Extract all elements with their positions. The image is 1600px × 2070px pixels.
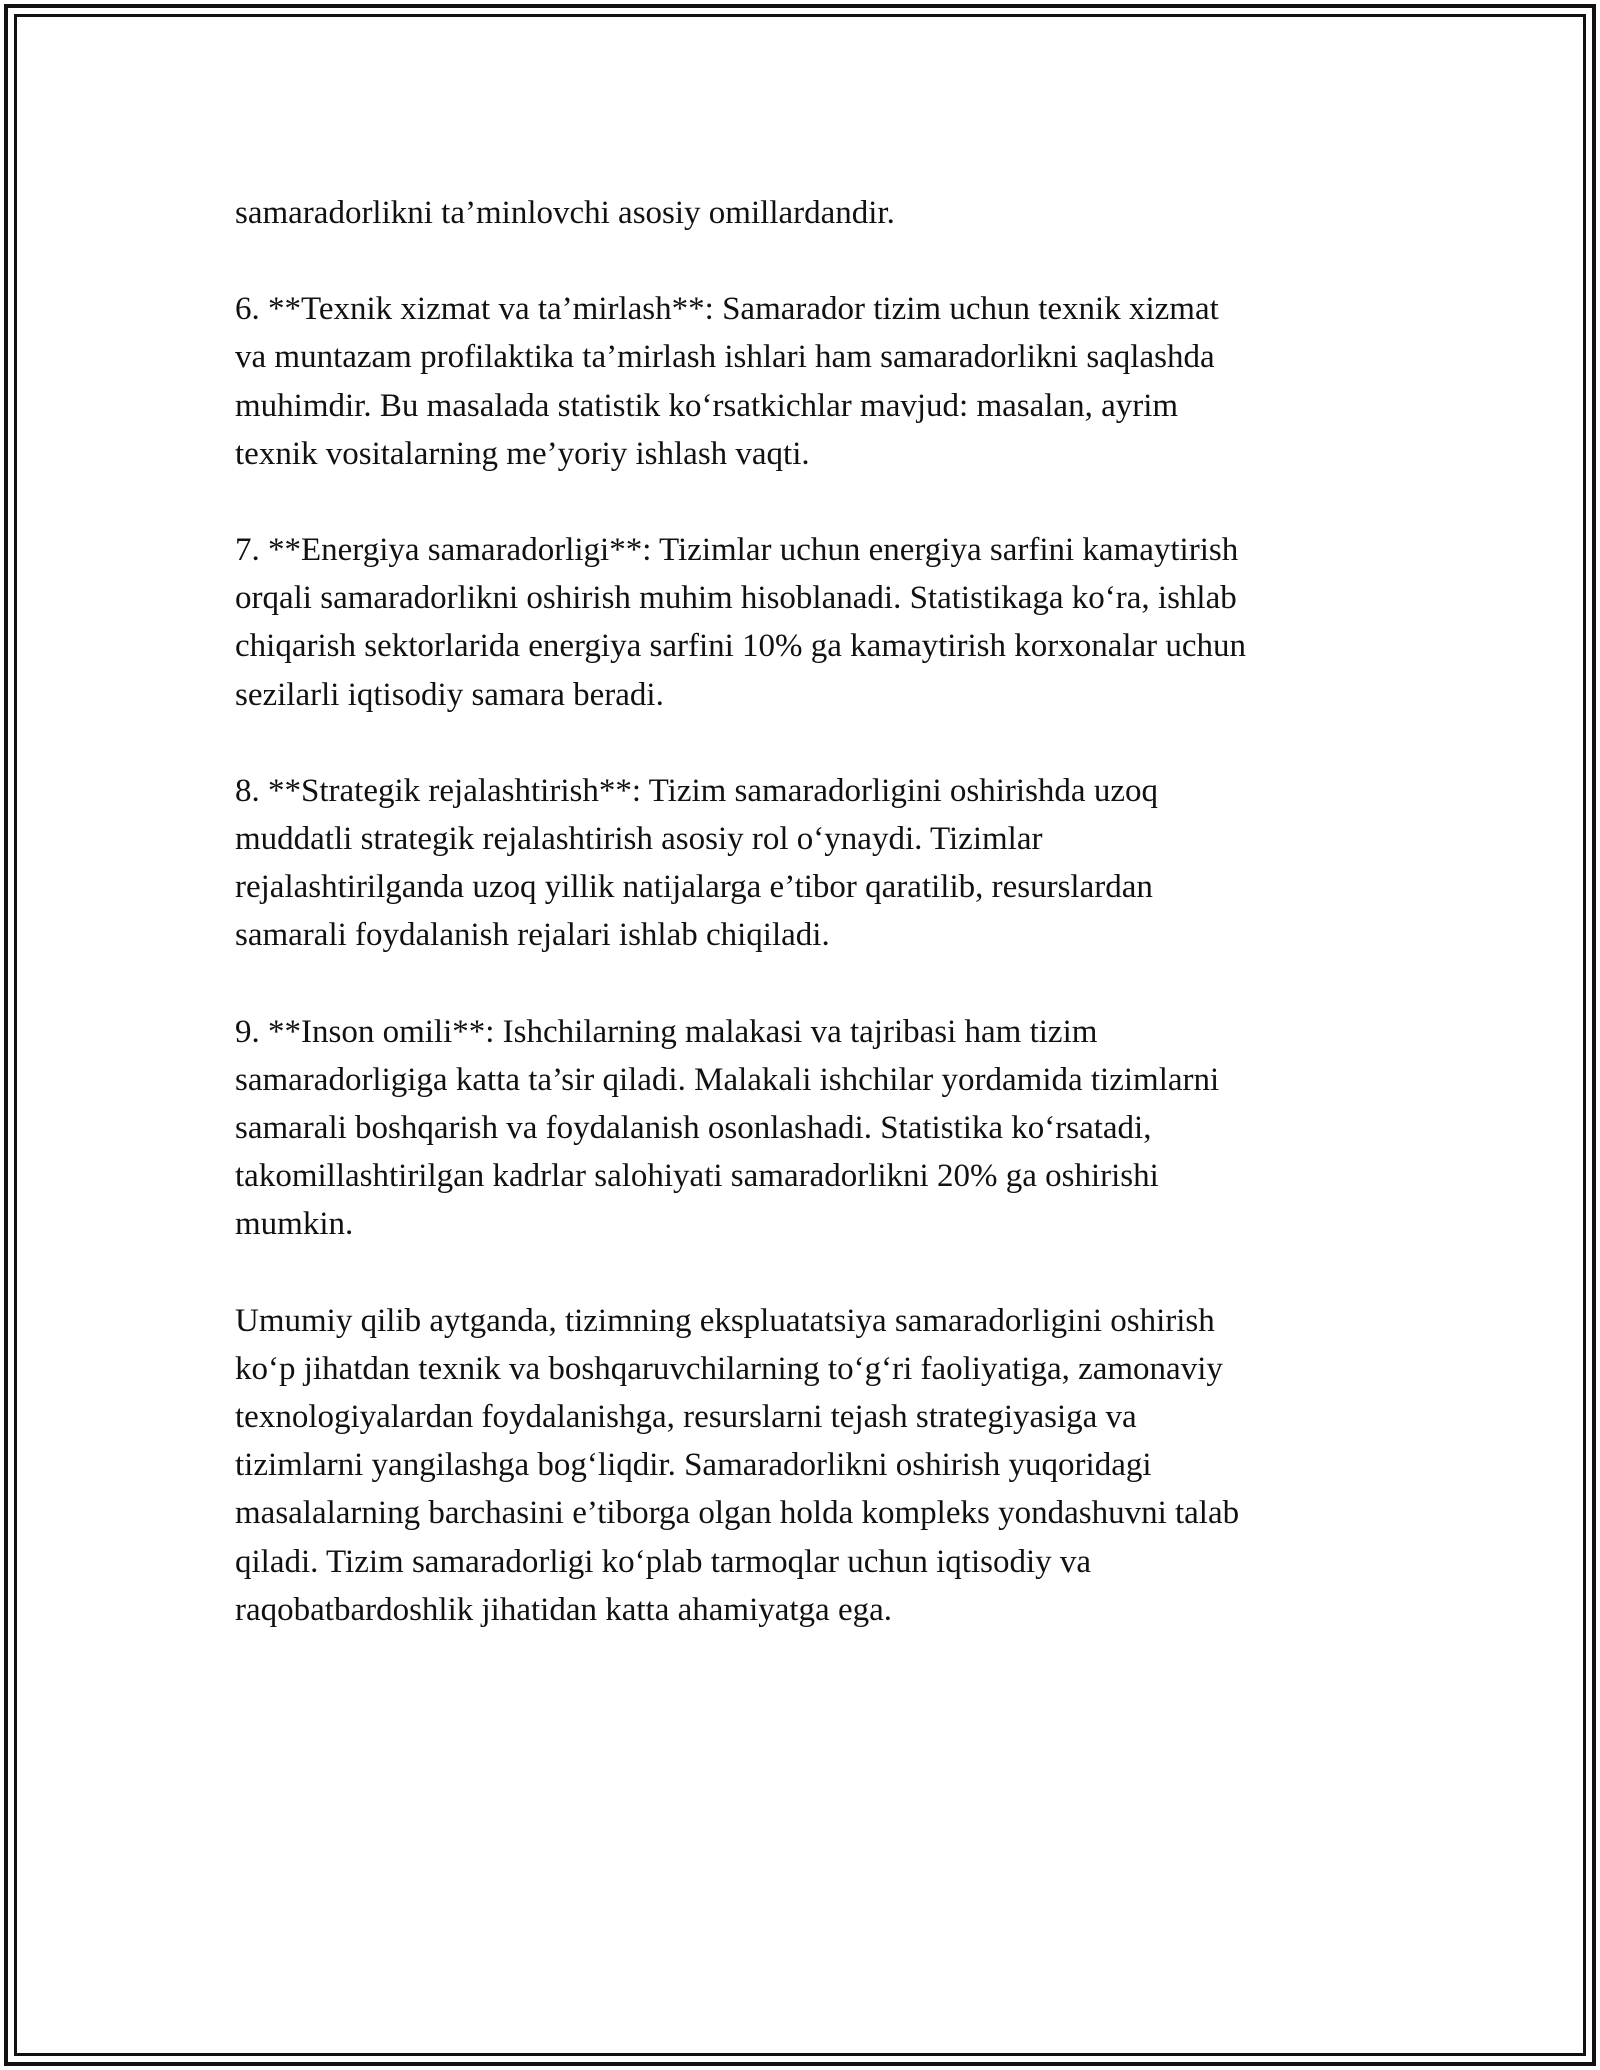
paragraph-item-6: 6. **Texnik xizmat va ta’mirlash**: Samarador tizim uchun texnik xizmat va muntazam profilaktika ta’mirlash ishlari ham samaradorlikni saqlashda muhimdir. Bu masalada statistik ko‘rsatkichlar mavjud: masalan, ayrim texnik vositalarning me’yoriy ishlash vaqti. (235, 291, 1219, 472)
paragraph-intro-continuation: samaradorlikni ta’minlovchi asosiy omillardandir. (235, 195, 895, 231)
paragraph-item-7: 7. **Energiya samaradorligi**: Tizimlar uchun energiya sarfini kamaytirish orqali samaradorlikni oshirish muhim hisoblanadi. Statistikaga ko‘ra, ishlab chiqarish sektorlarida energiya sarfini 10% ga kamaytirish korxonalar uchun sezilarli iqtisodiy samara beradi. (235, 532, 1247, 713)
paragraph-item-9: 9. **Inson omili**: Ishchilarning malakasi va tajribasi ham tizim samaradorligiga katta ta’sir qiladi. Malakali ishchilar yordamida tizimlarni samarali boshqarish va foydalanish osonlashadi. Statistika ko‘rsatadi, takomillashtirilgan kadrlar salohiyati samaradorlikni 20% ga oshirishi mumkin. (235, 1013, 1220, 1243)
paragraph-conclusion: Umumiy qilib aytganda, tizimning ekspluatatsiya samaradorligini oshirish ko‘p jihatdan texnik va boshqaruvchilarning to‘g‘ri faoliyatiga, zamonaviy texnologiyalardan foydalanishga, resurslarni tejash strategiyasiga va tizimlarni yangilashga bog‘liqdir. Samaradorlikni oshirish yuqoridagi masalalarning barchasini e’tiborga olgan holda kompleks yondashuvni talab qiladi. Tizim samaradorligi ko‘plab tarmoqlar uchun iqtisodiy va raqobatbardoshlik jihatidan katta ahamiyatga ega. (235, 1302, 1240, 1628)
document-body (235, 189, 1365, 1682)
paragraph-item-8: 8. **Strategik rejalashtirish**: Tizim samaradorligini oshirishda uzoq muddatli strategik rejalashtirish asosiy rol o‘ynaydi. Tizimlar rejalashtirilganda uzoq yillik natijalarga e’tibor qaratilib, resurslardan samarali foydalanish rejalari ishlab chiqiladi. (235, 772, 1158, 954)
